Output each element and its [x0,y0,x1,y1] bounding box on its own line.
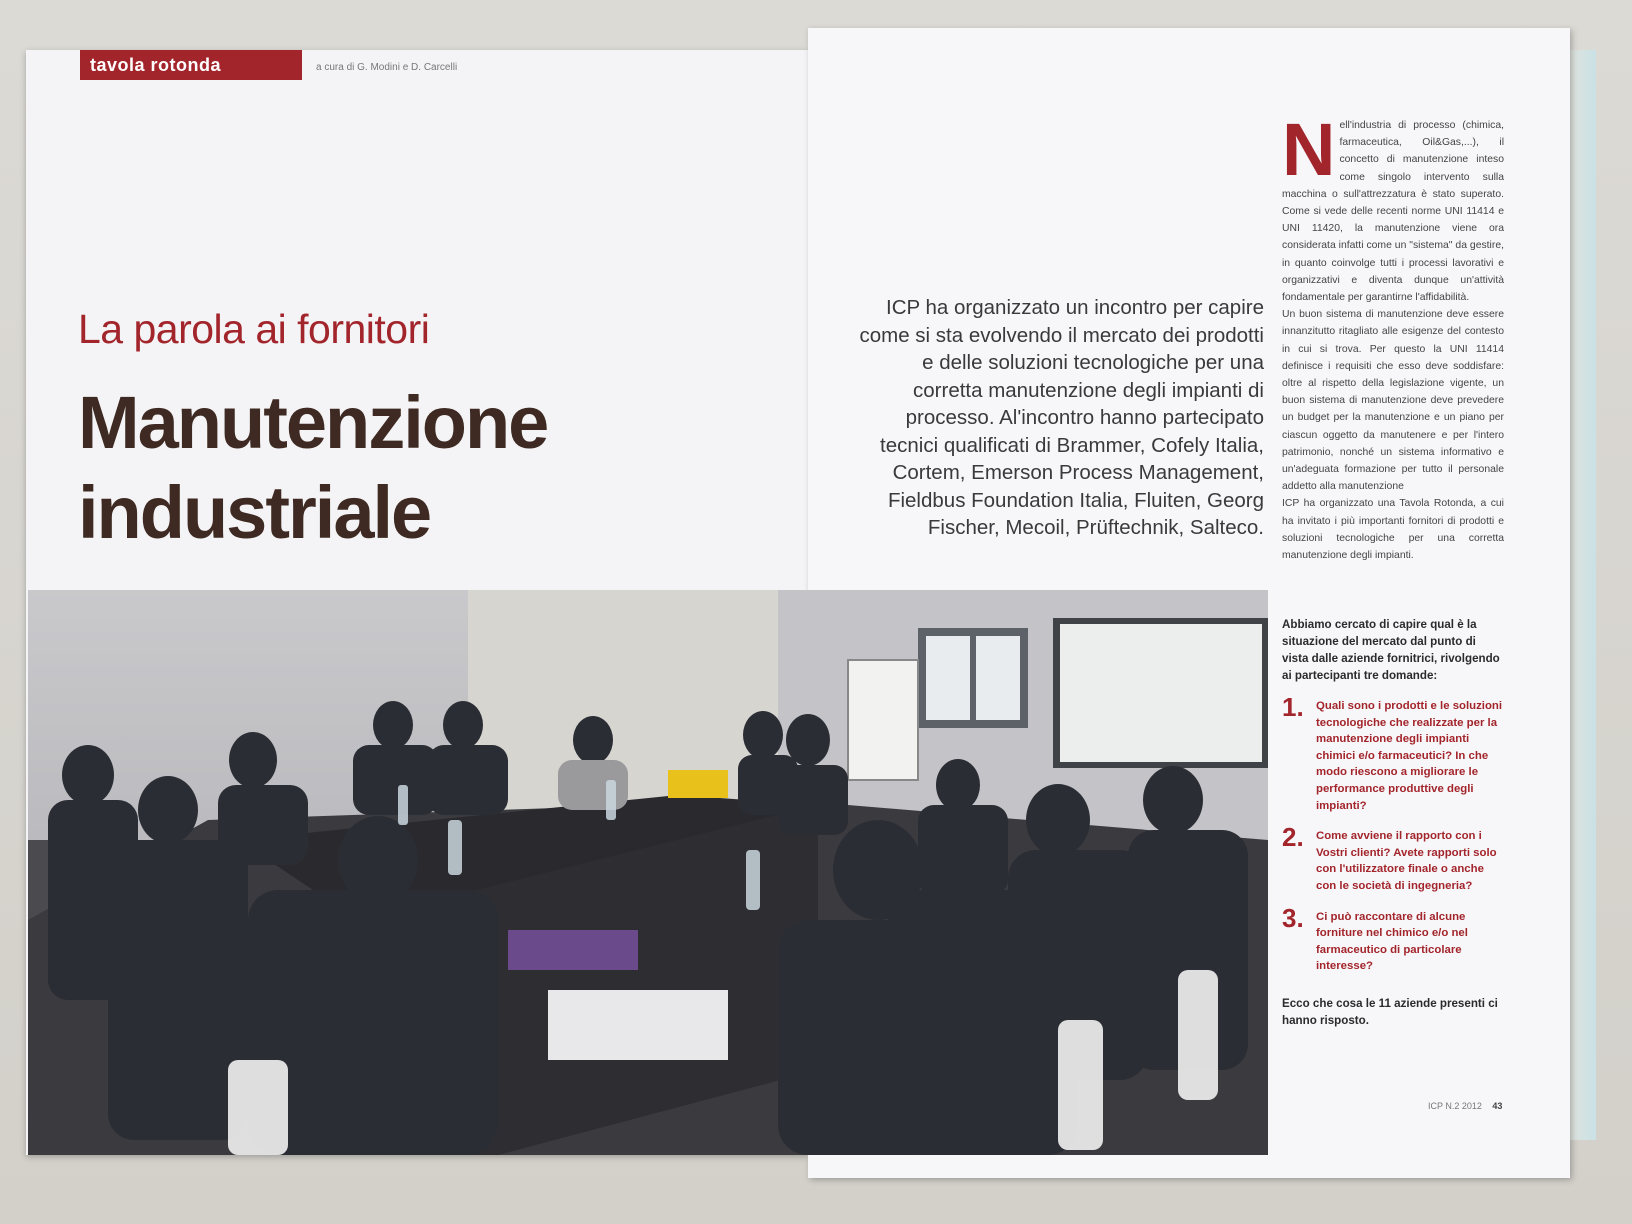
body-paragraph-2: Un buon sistema di manutenzione deve essere innanzitutto ritagliato alle esigenze del contesto in cui si trova. Per questo la UNI 11414 definisce i requisiti che esso deve soddisfare: oltre al rispetto della legislazione vigente, un buon sistema di manutenzione deve prevedere un budget per la manutenzione e un piano per ciascun oggetto da manutenere e per l'intero patrimonio, nonché un sistema informativo e un'adeguata formazione per tutto il personale addetto alla manutenzione [1282,309,1504,493]
question-1 [1282,692,1504,814]
kicker: La parola ai fornitori [78,306,430,352]
question-number: 1. [1282,692,1304,722]
question-text: Ci può raccontare di alcune forniture nel chimico e/o nel farmaceutico di particolare interesse? [1316,910,1468,973]
meeting-photo-illustration [28,590,1268,1155]
page-number: 43 [1492,1101,1503,1111]
headline-line-2: industriale [78,471,431,554]
issue-label: ICP N.2 2012 [1428,1101,1482,1111]
questions-outro: Ecco che cosa le 11 aziende presenti ci hanno risposto. [1282,996,1498,1027]
questions-intro: Abbiamo cercato di capire qual è la situazione del mercato dal punto di vista dalle aziende fornitrici, rivolgendo ai partecipanti tre domande: [1282,618,1500,682]
meeting-photo [28,590,1268,1155]
question-number: 2. [1282,822,1304,853]
dropcap: N [1282,108,1336,191]
question-number: 3. [1282,902,1304,933]
question-3 [1282,902,1504,975]
questions-box [1282,616,1504,1029]
headline-line-1: Manutenzione [78,381,548,464]
question-text: Quali sono i prodotti e le soluzioni tecnologiche che realizzate per la manutenzione degli impianti chimici e/o farmaceutici? In che modo riescono a migliorare le performance produttive degli impianti? [1316,700,1503,812]
body-paragraph-1: ell'industria di processo (chimica, farmaceutica, Oil&Gas,...), il concetto di manutenzione inteso come singolo intervento sulla macchina o sull'attrezzatura è stato superato. Come si vede delle recenti norme UNI 11414 e UNI 11420, la manutenzione viene ora considerata infatti come un "sistema" da gestire, in quanto coinvolge tutti i processi lavorativi e organizzativi e diventa dunque un'attività fondamentale per garantirne l'affidabilità. [1282,120,1504,304]
section-tag: tavola rotonda [80,50,302,80]
question-2 [1282,822,1504,894]
headline [78,378,547,558]
body-paragraph-3: ICP ha organizzato una Tavola Rotonda, a cui ha invitato i più importanti fornitori di prodotti e soluzioni tecnologiche per una corretta manutenzione degli impianti. [1282,498,1504,562]
lead-paragraph: ICP ha organizzato un incontro per capire come si sta evolvendo il mercato dei prodotti e delle soluzioni tecnologiche per una corretta manutenzione degli impianti di processo. Al'incontro hanno partecipato tecnici qualificati di Brammer, Cofely Italia, Cortem, Emerson Process Management, Fieldbus Foundation Italia, Fluiten, Georg Fischer, Mecoil, Prüftechnik, Salteco. [859,296,1264,539]
byline: a cura di G. Modini e D. Carcelli [316,62,458,73]
body-text [1282,108,1504,564]
folio [1428,1101,1502,1111]
question-text: Come avviene il rapporto con i Vostri clienti? Avete rapporti solo con l'utilizzatore finale o anche con le società di ingegneria? [1316,830,1497,892]
